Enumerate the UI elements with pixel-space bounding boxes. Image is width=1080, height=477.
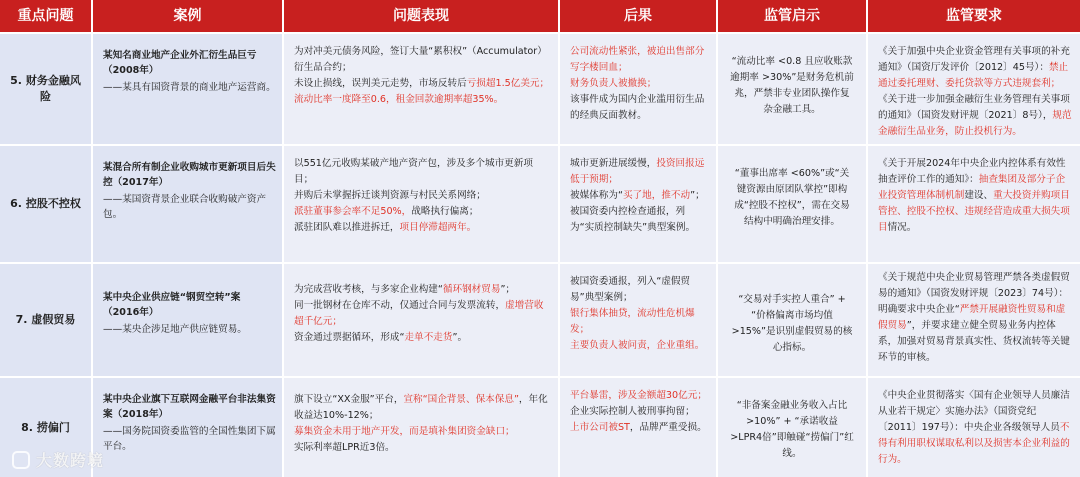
header-insight: 监管启示 — [718, 0, 868, 32]
case-name: 某混合所有制企业收购城市更新项目后失控（2017年） — [103, 162, 276, 188]
case-source: ——某具有国资背景的商业地产运营商。 — [103, 82, 276, 93]
requirement-cell: 《关于规范中央企业贸易管理严禁各类虚假贸易的通知》（国资发财评规〔2023〕74号）：明确要求中央企业“严禁开展融资性贸易和虚假贸易”，并要求建立健全贸易业务内控体系，加强对贸易背景真实性、货权流转等关键环节的审核。 — [868, 264, 1080, 376]
table-row — [0, 262, 1080, 376]
consequence-cell: 城市更新进展缓慢，投资回报远低于预期； 被媒体称为“买了地，推不动”； 被国资委内控检查通报，列为“实质控制缺失”典型案例。 — [560, 146, 718, 262]
table-row — [0, 32, 1080, 144]
brand-icon — [12, 451, 30, 469]
problem-cell: 旗下设立“XX金服”平台，宣称“国企背景、保本保息”，年化收益达10%-12%； 募集资金未用于地产开发，而是填补集团资金缺口； 实际利率超LPR近3倍。 — [284, 378, 560, 477]
table-row — [0, 144, 1080, 262]
header-case: 案例 — [93, 0, 284, 32]
watermark-logo: 大数跨境 — [12, 448, 104, 471]
case-source: ——国务院国资委监管的全国性集团下属平台。 — [103, 426, 276, 452]
key-issue-cell: 8. 捞偏门 — [0, 378, 93, 477]
case-source: ——某国资背景企业联合收购破产资产包。 — [103, 194, 267, 220]
problem-cell: 为完成营收考核，与多家企业构建“循环钢材贸易”； 同一批钢材在仓库不动，仅通过合同与发票流转，虚增营收超千亿元； 资金通过票据循环，形成“走单不走货”。 — [284, 264, 560, 376]
case-name: 某知名商业地产企业外汇衍生品巨亏（2008年） — [103, 50, 257, 76]
key-issue-cell: 6. 控股不控权 — [0, 146, 93, 262]
case-name: 某中央企业供应链“钢贸空转”案（2016年） — [103, 292, 241, 318]
insight-cell: “非备案金融业务收入占比 >10%” + “承诺收益 >LPR4倍”即触碰“捞偏门”红线。 — [718, 378, 868, 477]
insight-cell: “流动比率 <0.8 且应收账款逾期率 >30%”是财务危机前兆，严禁非专业团队操作复杂金融工具。 — [718, 34, 868, 144]
requirement-cell: 《中央企业贯彻落实〈国有企业领导人员廉洁从业若干规定〉实施办法》（国资党纪〔2011〕197号）：中央企业各级领导人员不得有利用职权谋取私利以及损害本企业利益的行为。 — [868, 378, 1080, 477]
case-cell — [93, 146, 284, 262]
insight-cell: “交易对手实控人重合” + “价格偏离市场均值 >15%”是识别虚假贸易的核心指标。 — [718, 264, 868, 376]
header-problem: 问题表现 — [284, 0, 560, 32]
table-header — [0, 0, 1080, 32]
key-issue-cell: 5. 财务金融风险 — [0, 34, 93, 144]
consequence-cell: 被国资委通报，列入“虚假贸易”典型案例； 银行集体抽贷，流动性危机爆发； 主要负责人被问责，企业重组。 — [560, 264, 718, 376]
requirement-cell: 《关于加强中央企业资金管理有关事项的补充通知》（国资厅发评价〔2012〕45号）：禁止通过委托理财、委托贷款等方式违规套利； 《关于进一步加强金融衍生业务管理有关事项的通知》（国资发财评规〔2021〕8号），规范金融衍生品业务，防止投机行为。 — [868, 34, 1080, 144]
consequence-cell: 平台暴雷，涉及金额超30亿元； 企业实际控制人被刑事拘留； 上市公司被ST，品牌严重受损。 — [560, 378, 718, 477]
consequence-cell: 公司流动性紧张，被迫出售部分写字楼回血； 财务负责人被撤换； 该事件成为国内企业滥用衍生品的经典反面教材。 — [560, 34, 718, 144]
case-cell — [93, 378, 284, 477]
header-consequence: 后果 — [560, 0, 718, 32]
header-key-issue: 重点问题 — [0, 0, 93, 32]
key-issue-cell: 7. 虚假贸易 — [0, 264, 93, 376]
case-cell — [93, 264, 284, 376]
table-row — [0, 376, 1080, 477]
case-cell — [93, 34, 284, 144]
case-name: 某中央企业旗下互联网金融平台非法集资案（2018年） — [103, 394, 276, 420]
insight-cell: “董事出席率 <60%”或“关键资源由原团队掌控”即构成“控股不控权”，需在交易结构中明确治理安排。 — [718, 146, 868, 262]
requirement-cell: 《关于开展2024年中央企业内控体系有效性抽查评价工作的通知》：抽查集团及部分子企业投资管理体制机制建设、重大投资并购项目管控、控股不控权、违规经营造成重大损失项目情况。 — [868, 146, 1080, 262]
header-requirement: 监管要求 — [946, 8, 1002, 24]
problem-cell: 为对冲美元债务风险，签订大量“累积权”（Accumulator）衍生品合约； 未设止损线，误判美元走势，市场反转后亏损超1.5亿美元； 流动比率一度降至0.6，租金回款逾期率超35%。 — [284, 34, 560, 144]
case-source: ——某央企涉足地产供应链贸易。 — [103, 324, 247, 335]
problem-cell: 以551亿元收购某破产地产资产包，涉及多个城市更新项目； 并购后未掌握拆迁谈判资源与村民关系网络； 派驻董事参会率不足50%，战略执行偏离； 派驻团队难以推进拆迁，项目停滞超两年。 — [284, 146, 560, 262]
